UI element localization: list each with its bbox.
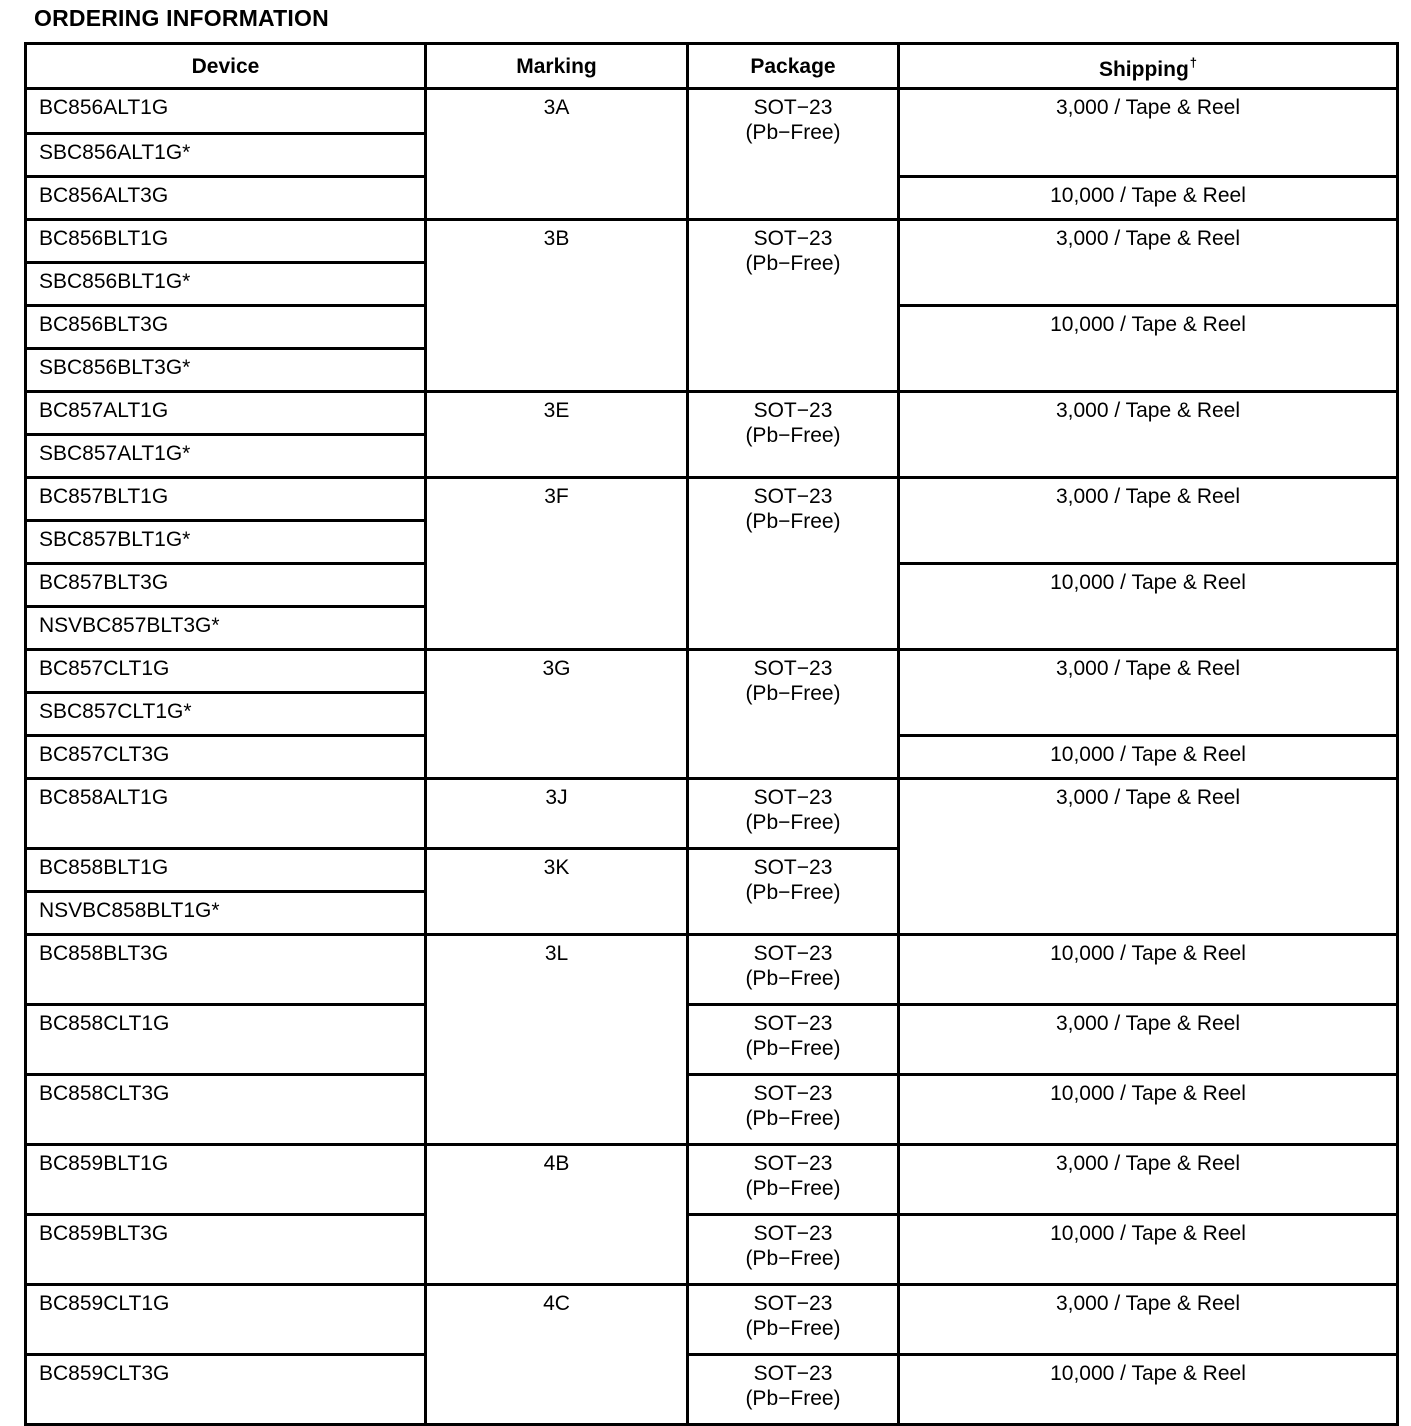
- device-cell: NSVBC858BLT1G*: [26, 892, 426, 935]
- dagger-footnote-mark: †: [1189, 55, 1198, 70]
- table-row: [26, 1215, 1398, 1285]
- table-row: [26, 1285, 1398, 1355]
- package-line-1: SOT−23: [753, 786, 833, 809]
- header-shipping-label: Shipping: [1098, 58, 1189, 81]
- table-row: [26, 1005, 1398, 1075]
- ordering-table: [24, 42, 1399, 1426]
- package-line-1: SOT−23: [753, 1012, 833, 1035]
- shipping-cell: 3,000 / Tape & Reel: [899, 779, 1398, 935]
- package-cell: [688, 89, 899, 220]
- package-line-2: (Pb−Free): [745, 1177, 841, 1200]
- package-line-2: (Pb−Free): [745, 121, 841, 144]
- package-line-1: SOT−23: [753, 96, 833, 119]
- package-cell: [688, 779, 899, 849]
- marking-cell: 4C: [426, 1285, 688, 1425]
- package-line-2: (Pb−Free): [745, 967, 841, 990]
- package-cell: [688, 1285, 899, 1355]
- device-cell: SBC856BLT1G*: [26, 263, 426, 306]
- shipping-cell: 10,000 / Tape & Reel: [899, 736, 1398, 779]
- device-cell: BC857CLT1G: [26, 650, 426, 693]
- package-cell: [688, 220, 899, 392]
- device-cell: BC859CLT3G: [26, 1355, 426, 1425]
- package-cell: [688, 1355, 899, 1425]
- marking-cell: 3F: [426, 478, 688, 650]
- marking-cell: 3G: [426, 650, 688, 779]
- package-line-1: SOT−23: [753, 1222, 833, 1245]
- page-title: ORDERING INFORMATION: [34, 5, 329, 31]
- table-row: [26, 1145, 1398, 1215]
- header-marking: Marking: [426, 44, 688, 89]
- shipping-cell: 3,000 / Tape & Reel: [899, 1285, 1398, 1355]
- package-line-2: (Pb−Free): [745, 1037, 841, 1060]
- device-cell: BC856BLT3G: [26, 306, 426, 349]
- package-line-1: SOT−23: [753, 1082, 833, 1105]
- package-cell: [688, 1075, 899, 1145]
- package-cell: [688, 392, 899, 478]
- device-cell: BC858ALT1G: [26, 779, 426, 849]
- device-cell: BC857ALT1G: [26, 392, 426, 435]
- table-row: [26, 478, 1398, 521]
- package-line-2: (Pb−Free): [745, 1317, 841, 1340]
- header-device: Device: [26, 44, 426, 89]
- device-cell: SBC857BLT1G*: [26, 521, 426, 564]
- table-row: [26, 392, 1398, 435]
- device-cell: BC858CLT1G: [26, 1005, 426, 1075]
- shipping-cell: 3,000 / Tape & Reel: [899, 1005, 1398, 1075]
- package-line-2: (Pb−Free): [745, 1387, 841, 1410]
- device-cell: SBC856BLT3G*: [26, 349, 426, 392]
- package-line-2: (Pb−Free): [745, 1107, 841, 1130]
- device-cell: NSVBC857BLT3G*: [26, 607, 426, 650]
- shipping-cell: 3,000 / Tape & Reel: [899, 1145, 1398, 1215]
- package-line-2: (Pb−Free): [745, 510, 841, 533]
- package-line-2: (Pb−Free): [745, 424, 841, 447]
- package-line-1: SOT−23: [753, 1362, 833, 1385]
- marking-cell: 3A: [426, 89, 688, 220]
- package-line-2: (Pb−Free): [745, 252, 841, 275]
- shipping-cell: 10,000 / Tape & Reel: [899, 1355, 1398, 1425]
- package-line-1: SOT−23: [753, 856, 833, 879]
- device-cell: BC856ALT1G: [26, 89, 426, 134]
- shipping-cell: 10,000 / Tape & Reel: [899, 306, 1398, 392]
- marking-cell: 3L: [426, 935, 688, 1145]
- package-line-2: (Pb−Free): [745, 682, 841, 705]
- device-cell: BC858CLT3G: [26, 1075, 426, 1145]
- shipping-cell: 3,000 / Tape & Reel: [899, 478, 1398, 564]
- header-row: [26, 44, 1398, 89]
- shipping-cell: 10,000 / Tape & Reel: [899, 1075, 1398, 1145]
- shipping-cell: 10,000 / Tape & Reel: [899, 935, 1398, 1005]
- device-cell: BC859CLT1G: [26, 1285, 426, 1355]
- package-cell: [688, 1215, 899, 1285]
- table-row: [26, 1075, 1398, 1145]
- device-cell: BC857BLT1G: [26, 478, 426, 521]
- device-cell: SBC857CLT1G*: [26, 693, 426, 736]
- shipping-cell: 10,000 / Tape & Reel: [899, 564, 1398, 650]
- table-row: [26, 1355, 1398, 1425]
- table-row: [26, 935, 1398, 1005]
- package-cell: [688, 935, 899, 1005]
- device-cell: BC856BLT1G: [26, 220, 426, 263]
- package-line-2: (Pb−Free): [745, 1247, 841, 1270]
- device-cell: BC858BLT1G: [26, 849, 426, 892]
- device-cell: BC859BLT3G: [26, 1215, 426, 1285]
- package-line-1: SOT−23: [753, 942, 833, 965]
- package-line-1: SOT−23: [753, 485, 833, 508]
- table-row: [26, 779, 1398, 849]
- package-line-1: SOT−23: [753, 1292, 833, 1315]
- marking-cell: 3E: [426, 392, 688, 478]
- device-cell: BC856ALT3G: [26, 177, 426, 220]
- shipping-cell: 3,000 / Tape & Reel: [899, 650, 1398, 736]
- package-line-2: (Pb−Free): [745, 881, 841, 904]
- package-line-1: SOT−23: [753, 227, 833, 250]
- package-cell: [688, 478, 899, 650]
- package-cell: [688, 650, 899, 779]
- package-cell: [688, 849, 899, 935]
- shipping-cell: 10,000 / Tape & Reel: [899, 177, 1398, 220]
- device-cell: BC858BLT3G: [26, 935, 426, 1005]
- device-cell: BC859BLT1G: [26, 1145, 426, 1215]
- marking-cell: 3K: [426, 849, 688, 935]
- package-line-1: SOT−23: [753, 399, 833, 422]
- package-cell: [688, 1145, 899, 1215]
- package-line-1: SOT−23: [753, 657, 833, 680]
- shipping-cell: 10,000 / Tape & Reel: [899, 1215, 1398, 1285]
- shipping-cell: 3,000 / Tape & Reel: [899, 392, 1398, 478]
- header-package: Package: [688, 44, 899, 89]
- package-cell: [688, 1005, 899, 1075]
- header-shipping: [899, 44, 1398, 89]
- device-cell: BC857CLT3G: [26, 736, 426, 779]
- table-row: [26, 89, 1398, 134]
- marking-cell: 3J: [426, 779, 688, 849]
- marking-cell: 4B: [426, 1145, 688, 1285]
- package-line-1: SOT−23: [753, 1152, 833, 1175]
- table-row: [26, 220, 1398, 263]
- device-cell: SBC857ALT1G*: [26, 435, 426, 478]
- device-cell: SBC856ALT1G*: [26, 134, 426, 177]
- shipping-cell: 3,000 / Tape & Reel: [899, 220, 1398, 306]
- package-line-2: (Pb−Free): [745, 811, 841, 834]
- marking-cell: 3B: [426, 220, 688, 392]
- device-cell: BC857BLT3G: [26, 564, 426, 607]
- shipping-cell: 3,000 / Tape & Reel: [899, 89, 1398, 177]
- table-row: [26, 650, 1398, 693]
